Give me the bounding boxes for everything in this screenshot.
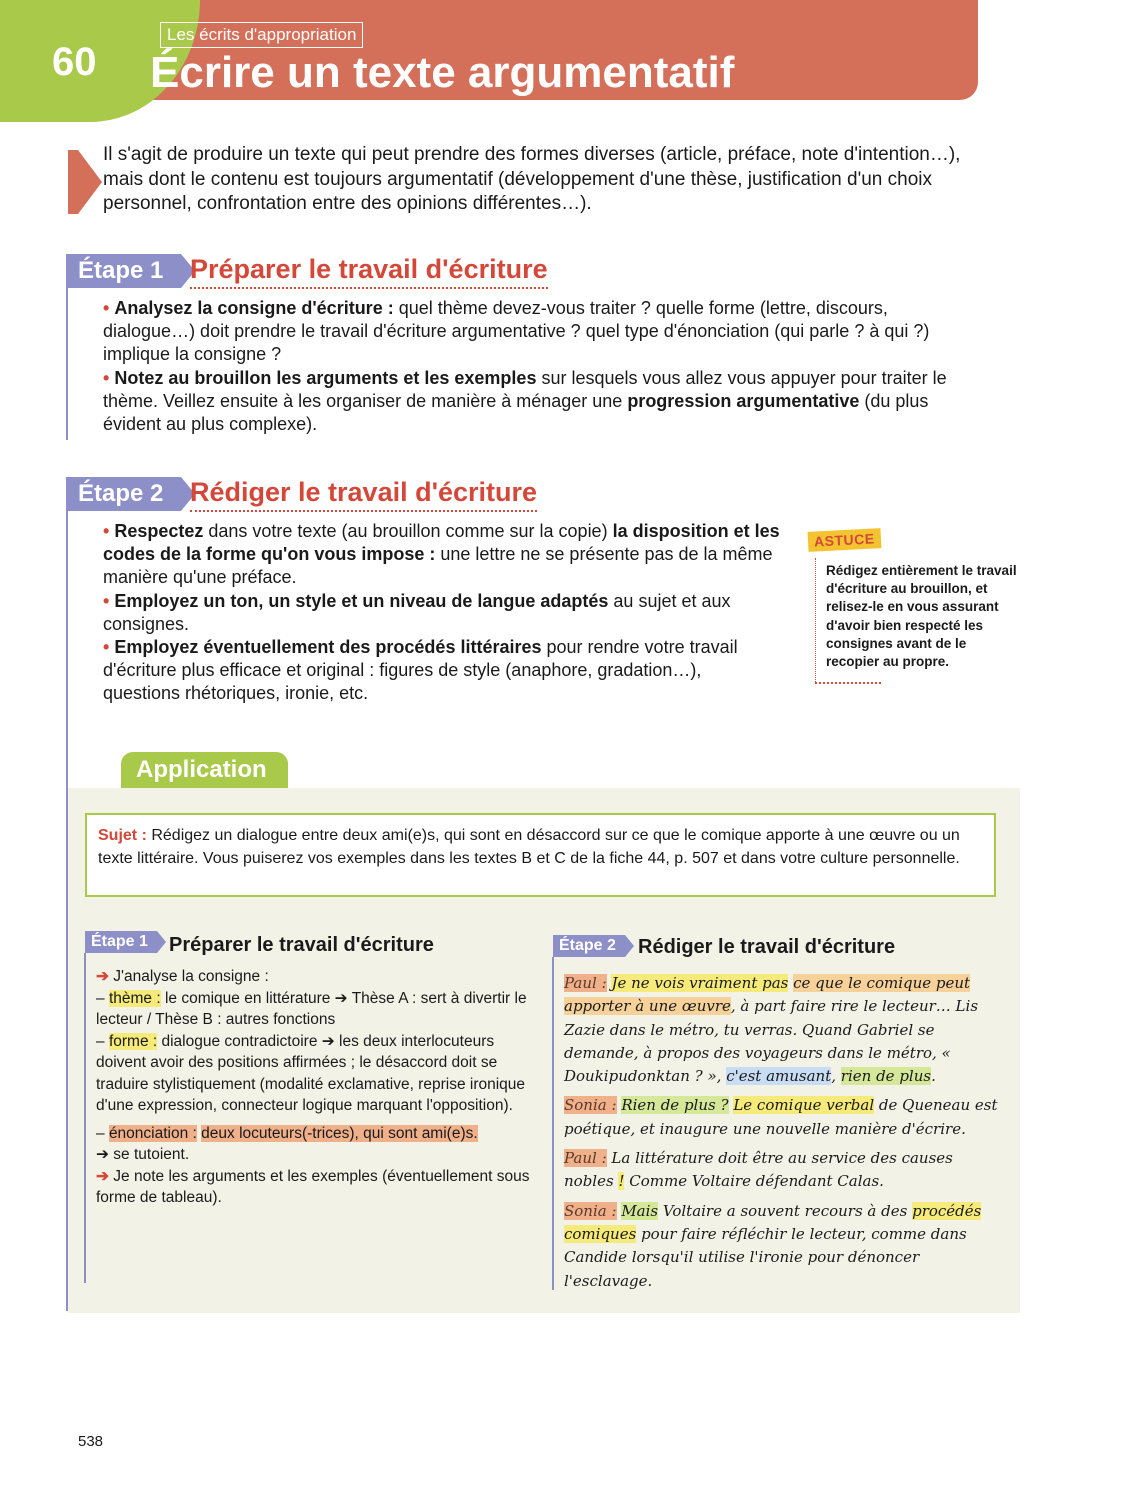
dash: – [96, 1032, 109, 1050]
highlight-phrase: Mais [621, 1201, 659, 1220]
step1-b2-bold: Notez au brouillon les arguments et les exemples [114, 367, 537, 388]
arrow-icon: ➔ [96, 968, 109, 985]
step2-b1-bold: Respectez [114, 521, 204, 541]
bullet-icon: • [103, 521, 110, 541]
highlight-phrase: c'est amusant [726, 1067, 832, 1086]
highlight-phrase: Je ne vois vraiment pas [611, 974, 789, 992]
step2-b1-text: dans votre texte (au brouillon comme sur la copie) [203, 521, 613, 541]
dialogue-text: , [831, 1067, 841, 1086]
app-step1-body [96, 966, 536, 1209]
app-step1-line [84, 953, 86, 1283]
app-step2-title: Rédiger le travail d'écriture [638, 936, 896, 958]
dash: – [96, 989, 109, 1007]
highlight-locuteurs: deux locuteurs(-trices), qui sont ami(e)s. [201, 1124, 478, 1142]
dialogue-text: Comme Voltaire défendant Calas. [624, 1172, 884, 1191]
app1-forme-text: dialogue contradictoire ➔ les deux interlocuteurs doivent avoir des positions affirmées ; le désaccord doit se traduire stylistiquement (modalité exclamative, reprise ironique d'une expression, connecteur logique marquant l'opposition). [96, 1032, 526, 1114]
step2-b1-bold2: la disposition et les codes de la forme qu'on vous impose : [103, 521, 780, 565]
app-step2-line [552, 957, 554, 1290]
step1-body [103, 297, 973, 436]
subject-text: Rédigez un dialogue entre deux ami(e)s, qui sont en désaccord sur ce que le comique apporte à une œuvre ou un texte littéraire. Vous puiserez vos exemples dans les textes B et C de la fiche 44, p. 507 et dans votre culture personnelle. [98, 827, 960, 867]
subject-box [85, 813, 996, 897]
highlight-phrase: ! [618, 1172, 625, 1191]
highlight-phrase: Rien de plus ? [621, 1096, 729, 1115]
arrow-icon: ➔ [96, 1167, 109, 1185]
step2-body [103, 520, 781, 706]
sheet-number: 60 [52, 40, 97, 84]
dialogue-text: pour faire réfléchir le lecteur, comme dans Candide lorsqu'il utilise l'ironie pour dénoncer l'esclavage. [564, 1224, 967, 1290]
highlight-phrase: procédés comiques [564, 1201, 982, 1243]
step2-b2-bold: Employez un ton, un style et un niveau de langue adaptés [114, 590, 609, 611]
step1-b1-bold: Analysez la consigne d'écriture : [114, 298, 394, 318]
bullet-icon: • [103, 637, 110, 658]
step1-b2-bold2: progression argumentative [627, 390, 860, 411]
section-label: Les écrits d'appropriation [160, 22, 363, 48]
subject-label: Sujet : [98, 827, 147, 844]
step2-b3-bold: Employez éventuellement des procédés littéraires [114, 637, 542, 658]
app1-line6: Je note les arguments et les exemples (éventuellement sous forme de tableau). [96, 1167, 530, 1206]
app1-theme-text: le comique en littérature ➔ Thèse A : sert à divertir le lecteur / Thèse B : autres fonctions [96, 989, 527, 1028]
highlight-phrase: ce que le comique peut apporter à une œuvre [564, 974, 971, 1016]
app1-line1: J'analyse la consigne : [109, 968, 269, 985]
speaker-sonia: Sonia : [564, 1096, 617, 1115]
step1-b2-text: sur lesquels vous allez vous appuyer pour traiter le thème. Veillez ensuite à les organiser de manière à ménager une [103, 367, 947, 411]
intro-arrow-icon [78, 150, 102, 214]
intro-marker [68, 150, 78, 214]
bullet-icon: • [103, 367, 110, 388]
highlight-theme: thème : [108, 989, 161, 1007]
speaker-paul: Paul : [564, 974, 607, 992]
dash: – [96, 1124, 109, 1142]
page-number: 538 [78, 1433, 104, 1450]
application-tab: Application [121, 752, 288, 788]
step1-title: Préparer le travail d'écriture [190, 254, 548, 289]
astuce-label: ASTUCE [808, 528, 882, 552]
dialogue-text: . [931, 1067, 936, 1086]
astuce-underline [815, 678, 881, 684]
step2-b2-text: au sujet et aux consignes. [103, 590, 731, 634]
step1-line [66, 288, 68, 440]
bullet-icon: • [103, 298, 110, 318]
app-step1-title: Préparer le travail d'écriture [169, 934, 434, 956]
app-step1-tag: Étape 1 [85, 931, 157, 953]
step2-b3-text: pour rendre votre travail d'écriture plus efficace et original : figures de style (anaphore, gradation…), questions rhétoriques, ironie, etc. [103, 637, 738, 704]
dialogue-text: La littérature doit être au service des causes nobles [564, 1149, 953, 1191]
dialogue-text: de Queneau est poétique, et inaugure une nouvelle manière d'écrire. [564, 1096, 998, 1138]
app1-line5: ➔ se tutoient. [96, 1146, 190, 1163]
step1-b2-text2: (du plus évident au plus complexe). [103, 390, 929, 435]
astuce-text: Rédigez entièrement le travail d'écriture au brouillon, et relisez-le en vous assurant d'avoir bien respecté les consignes avant de le recopier au propre. [826, 563, 1017, 670]
dialogue-text: , à part faire rire le lecteur… Lis Zazie dans le métro, tu verras. Quand Gabriel se demande, à propos des voyageurs dans le métro, « Doukipudonktan ? », [564, 997, 979, 1086]
step2-title: Rédiger le travail d'écriture [190, 477, 537, 512]
step2-tag: Étape 2 [66, 477, 181, 511]
bullet-icon: • [103, 590, 110, 611]
highlight-enonciation: énonciation : [108, 1124, 197, 1142]
intro-text: Il s'agit de produire un texte qui peut prendre des formes diverses (article, préface, note d'intention…), mais dont le contenu est toujours argumentatif (développement d'une thèse, justification d'un choix personnel, confrontation entre des opinions différentes…). [103, 144, 961, 214]
app-step2-dialogue [564, 972, 1000, 1299]
page-title: Écrire un texte argumentatif [150, 48, 735, 97]
step1-tag: Étape 1 [66, 254, 181, 288]
step2-b1-text2: une lettre ne se présente pas de la même manière qu'une préface. [103, 544, 773, 588]
app-step2-tag: Étape 2 [553, 935, 625, 957]
speaker-paul: Paul : [564, 1149, 607, 1168]
step1-b1-text: quel thème devez-vous traiter ? quelle forme (lettre, discours, dialogue…) doit prendre le travail d'écriture argumentative ? quel type d'énonciation (qui parle ? à qui ?) implique la consigne ? [103, 298, 930, 365]
dialogue-text: Voltaire a souvent recours à des [658, 1201, 913, 1220]
highlight-forme: forme : [108, 1032, 158, 1050]
speaker-sonia: Sonia : [564, 1201, 617, 1220]
highlight-phrase: rien de plus [840, 1067, 932, 1086]
highlight-phrase: Le comique verbal [733, 1096, 875, 1115]
